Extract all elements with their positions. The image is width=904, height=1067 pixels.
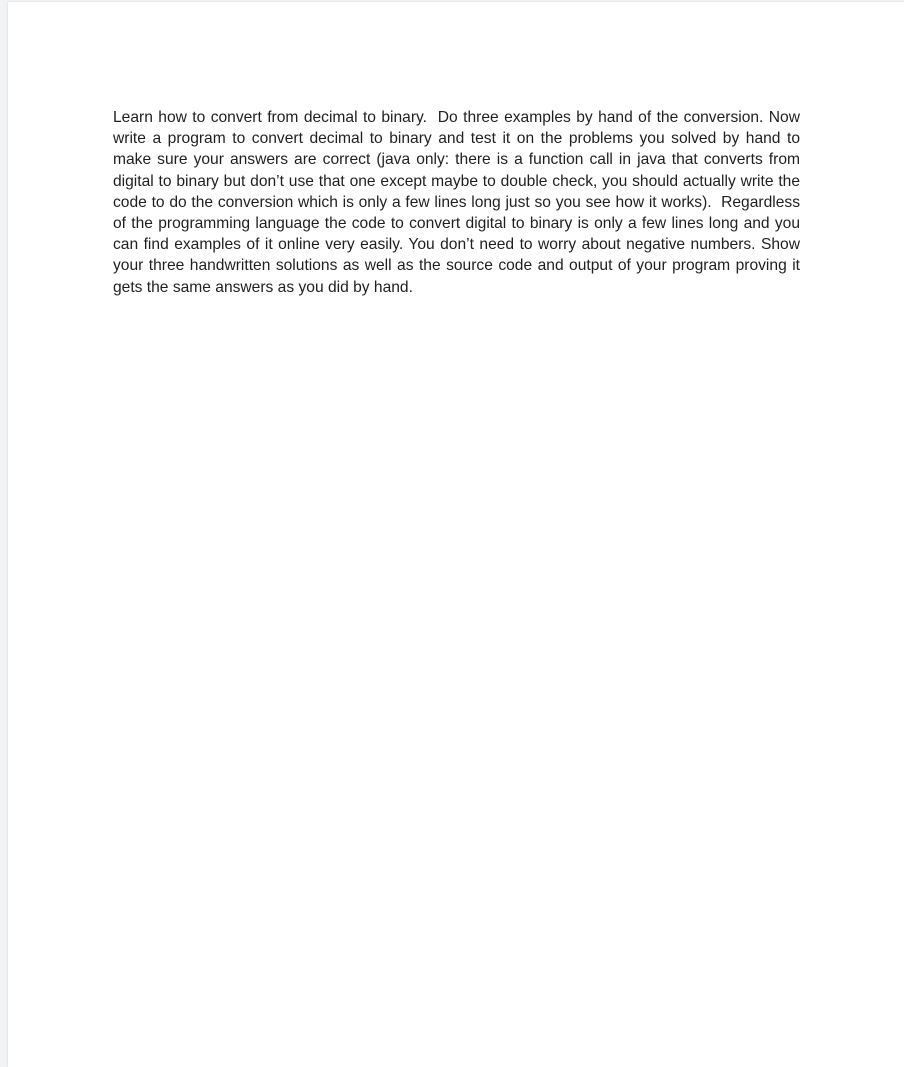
assignment-paragraph: Learn how to convert from decimal to binary. Do three examples by hand of the conversion. Now write a program to convert decimal to binary and test it on the problems you solved by hand to make sure your answers are correct (java only: there is a function call in java that converts from digital to binary but don’t use that one except maybe to double check, you should actually write the code to do the conversion which is only a few lines long just so you see how it works). Regardless of the programming language the code to convert digital to binary is only a few lines long and you can find examples of it online very easily. You don’t need to worry about negative numbers. Show your three handwritten solutions as well as the source code and output of your program proving it gets the same answers as you did by hand. bbox=[113, 109, 805, 296]
document-page bbox=[8, 2, 904, 1067]
